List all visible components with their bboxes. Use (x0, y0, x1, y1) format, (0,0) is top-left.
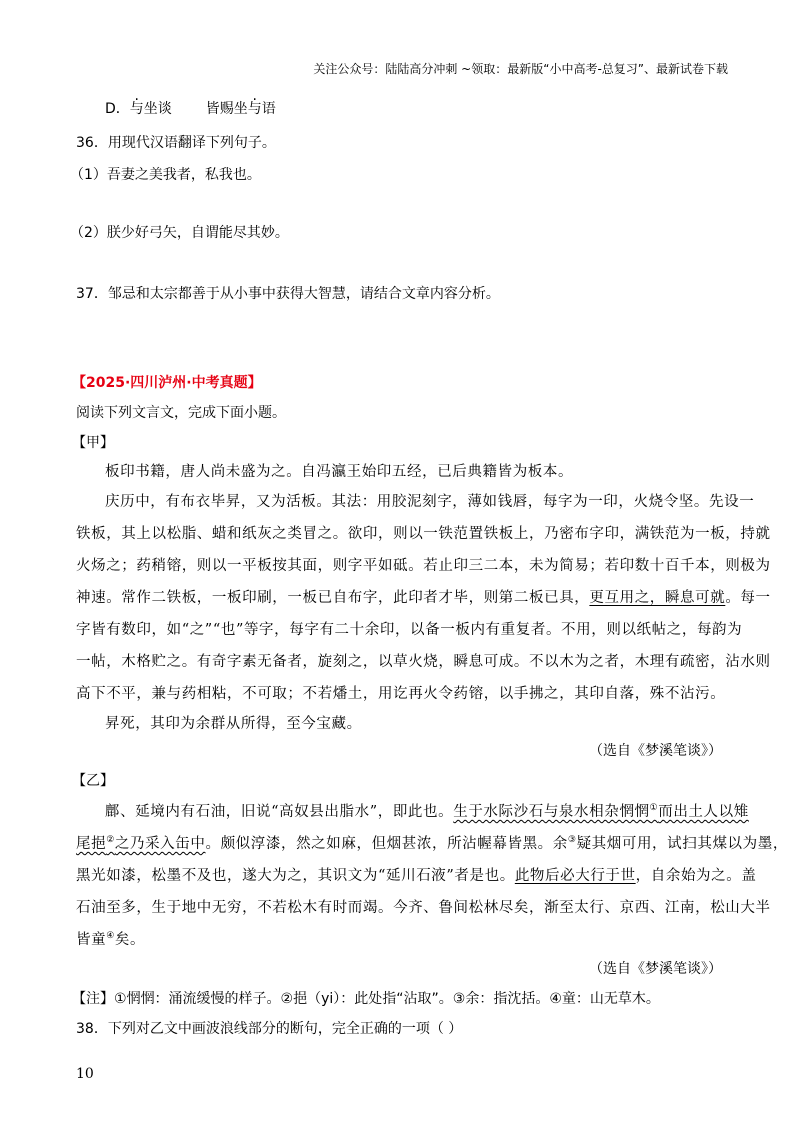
question-37-title: 37．邹忌和太宗都善于从小事中获得大智慧，请结合文章内容分析。 (76, 286, 500, 302)
page-header-banner: 关注公众号：陆陆高分冲刺 ~领取：最新版“小中高考-总复习”、最新试卷下载 (313, 62, 728, 76)
source-tag: 【2025·四川泸州·中考真题】 (72, 375, 262, 391)
question-36-title: 36．用现代汉语翻译下列句子。 (76, 135, 276, 151)
option-d-text-b: 皆赐坐 (205, 101, 248, 117)
passage-text: 皆童 (76, 932, 107, 948)
passage-jia-line: 板印书籍，唐人尚未盛为之。自冯瀛王始印五经，已后典籍皆为板本。 (105, 464, 574, 480)
option-d (105, 98, 276, 118)
underlined-phrase: 更互用之，瞬息可就 (589, 590, 726, 606)
passage-text: 神速。常作二铁板，一板印刷，一板已自布字，此印者才毕，则第二板已具， (76, 590, 590, 606)
passage-jia-label: 【甲】 (72, 435, 114, 451)
passage-yi-label: 【乙】 (72, 773, 114, 789)
emphasis-char: 与 (247, 101, 262, 117)
passage-yi-line (105, 800, 749, 821)
footnote-marker: ③ (567, 835, 577, 846)
passage-jia-line: 铁板，其上以松脂、蜡和纸灰之类冒之。欲印，则以一铁范置铁板上，乃密布字印，满铁范为一板，持就 (76, 526, 771, 542)
passage-text: 生于水际沙石与泉水相杂惘惘 (453, 804, 650, 820)
footnote-text: 【注】①惘惘：涌流缓慢的样子。②挹（yi）：此处指“沾取”。③余：指沈括。④童：山无草木。 (72, 991, 660, 1007)
emphasis-char: 与 (129, 101, 144, 117)
passage-jia-line: 字皆有数印，如“之”“也”等字，每字有二十余印，以备一板内有重复者。不用，则以纸帖之，每韵为 (76, 622, 743, 638)
passage-text: 。每一 (725, 590, 771, 606)
question-36-sentence-2: （2）朕少好弓矢，自谓能尽其妙。 (70, 225, 289, 241)
footnote-marker: ④ (106, 931, 115, 942)
wavy-underlined-text (76, 836, 205, 852)
option-d-label: D． (105, 101, 130, 117)
passage-yi-source: （选自《梦溪笔谈》） (589, 961, 722, 977)
passage-text: 。颇似淳漆，然之如麻，但烟甚浓，所沾幄幕皆黑。余 (205, 836, 568, 852)
page-number: 10 (76, 1066, 94, 1082)
passage-text: 之乃采入缶中 (114, 836, 206, 852)
option-d-text-c: 语 (261, 101, 276, 117)
passage-jia-line: 火炀之；药稍镕，则以一平板按其面，则字平如砥。若止印三二本，未为简易；若印数十百千本，则极为 (76, 558, 771, 574)
reading-instruction: 阅读下列文言文，完成下面小题。 (76, 405, 286, 421)
option-d-text-a: 坐谈 (143, 101, 172, 117)
passage-jia-line: 昇死，其印为余群从所得，至今宝藏。 (105, 716, 362, 732)
passage-text: 而出土人以雉 (658, 804, 749, 820)
passage-text: 鄜、延境内有石油，旧说“高奴县出脂水”，即此也。 (105, 804, 454, 820)
question-36-sentence-1: （1）吾妻之美我者，私我也。 (70, 167, 261, 183)
passage-text: 矣。 (114, 932, 146, 948)
passage-yi-line (76, 928, 145, 949)
passage-jia-line: 一帖，木格贮之。有奇字素无备者，旋刻之，以草火烧，瞬息可成。不以木为之者，木理有疏密，沾水则 (76, 654, 771, 670)
wavy-underlined-text (453, 804, 749, 820)
passage-jia-line: 庆历中，有布衣毕昇，又为活板。其法：用胶泥刻字，薄如钱唇，每字为一印，火烧令坚。先设一 (105, 494, 755, 510)
passage-jia-source: （选自《梦溪笔谈》） (589, 743, 722, 759)
passage-yi-line: 石油至多，生于地中无穷，不若松木有时而竭。今齐、鲁间松林尽矣，渐至太行、京西、江南，松山大半 (76, 900, 771, 916)
footnote-marker: ② (106, 835, 115, 846)
passage-yi-line (76, 832, 788, 853)
passage-text: ，自余始为之。盖 (635, 868, 757, 884)
passage-yi-line (76, 864, 756, 885)
passage-text: 黑光如漆，松墨不及也，遂大为之，其识文为“延川石液”者是也。 (76, 868, 515, 884)
passage-text: 尾挹 (76, 836, 107, 852)
underlined-phrase: 此物后必大行于世 (514, 868, 636, 884)
question-38-title: 38．下列对乙文中画波浪线部分的断句，完全正确的一项（ ） (76, 1021, 463, 1037)
footnote-marker: ① (649, 803, 659, 814)
passage-jia-line: 高下不平，兼与药相粘，不可取；不若燔土，用讫再火令药镕，以手拂之，其印自落，殊不沾污。 (76, 686, 726, 702)
passage-text: 疑其烟可用，试扫其煤以为墨， (576, 836, 788, 852)
passage-jia-line (76, 586, 771, 607)
